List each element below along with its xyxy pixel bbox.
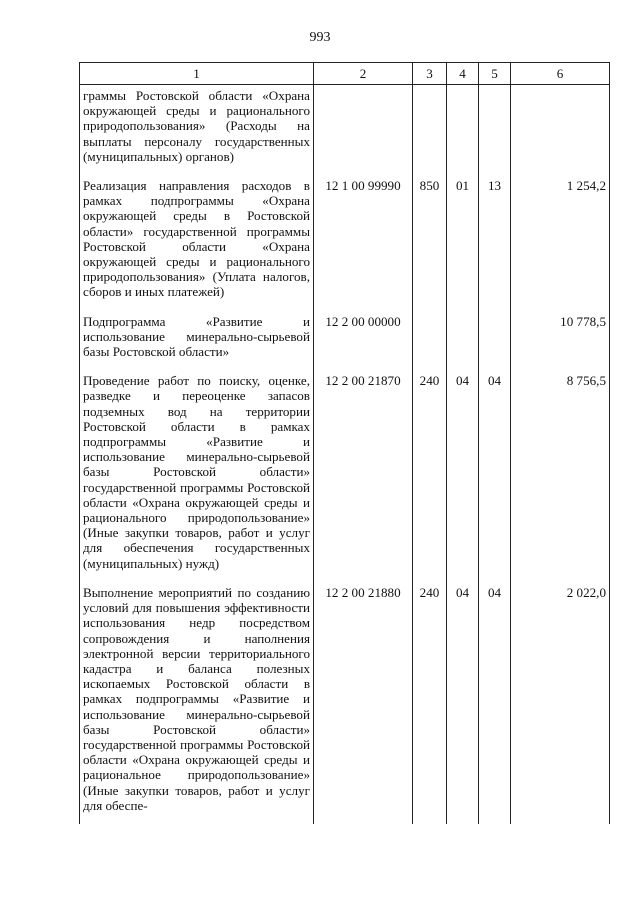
budget-table bbox=[79, 62, 610, 824]
row-description: граммы Ростовской области «Охрана окружающей среды и рационального природопользования» (Расходы на выплаты персоналу государственных (муниципальных) органов) bbox=[80, 85, 314, 176]
column-header-1: 1 bbox=[80, 63, 314, 85]
table-row bbox=[80, 370, 610, 582]
row-amount: 2 022,0 bbox=[511, 582, 610, 824]
row-subsection: 04 bbox=[479, 582, 511, 824]
row-section bbox=[447, 85, 479, 176]
row-subsection bbox=[479, 85, 511, 176]
row-code bbox=[314, 85, 413, 176]
row-subsection bbox=[479, 311, 511, 371]
row-subsection: 04 bbox=[479, 370, 511, 582]
table-row bbox=[80, 582, 610, 824]
row-expense-type: 850 bbox=[413, 175, 447, 311]
row-expense-type: 240 bbox=[413, 370, 447, 582]
row-description: Подпрограмма «Развитие и использование минерально-сырьевой базы Ростовской области» bbox=[80, 311, 314, 371]
column-header-6: 6 bbox=[511, 63, 610, 85]
table-row bbox=[80, 175, 610, 311]
header-row bbox=[80, 63, 610, 85]
row-code: 12 2 00 21880 bbox=[314, 582, 413, 824]
row-section bbox=[447, 311, 479, 371]
row-expense-type bbox=[413, 311, 447, 371]
row-code: 12 1 00 99990 bbox=[314, 175, 413, 311]
row-section: 01 bbox=[447, 175, 479, 311]
row-amount: 8 756,5 bbox=[511, 370, 610, 582]
row-section: 04 bbox=[447, 370, 479, 582]
row-code: 12 2 00 21870 bbox=[314, 370, 413, 582]
column-header-3: 3 bbox=[413, 63, 447, 85]
row-amount bbox=[511, 85, 610, 176]
row-code: 12 2 00 00000 bbox=[314, 311, 413, 371]
page-number: 993 bbox=[309, 30, 331, 45]
row-description: Проведение работ по поиску, оценке, разведке и переоценке запасов подземных вод на территории Ростовской области в рамках подпрограммы «Развитие и использование минерально-сырьевой базы Ростовской области» государственной программы Ростовской области «Охрана окружающей среды и рационального природопользование» (Иные закупки товаров, работ и услуг для обеспечения государственных (муниципальных) нужд) bbox=[80, 370, 314, 582]
column-header-5: 5 bbox=[479, 63, 511, 85]
row-description: Выполнение мероприятий по созданию условий для повышения эффективности использования недр посредством сопровождения и наполнения электронной версии территориального кадастра и баланса полезных ископаемых Ростовской области в рамках подпрограммы «Развитие и использование минерально-сырьевой базы Ростовской области» государственной программы Ростовской области «Охрана окружающей среды и рациональное природопользование» (Иные закупки товаров, работ и услуг для обеспе- bbox=[80, 582, 314, 824]
row-amount: 10 778,5 bbox=[511, 311, 610, 371]
row-description: Реализация направления расходов в рамках подпрограммы «Охрана окружающей среды в Ростовской области» государственной программы Ростовской области «Охрана окружающей среды и рационального природопользования» (Уплата налогов, сборов и иных платежей) bbox=[80, 175, 314, 311]
row-amount: 1 254,2 bbox=[511, 175, 610, 311]
column-header-2: 2 bbox=[314, 63, 413, 85]
table-row bbox=[80, 311, 610, 371]
table-row bbox=[80, 85, 610, 176]
column-header-4: 4 bbox=[447, 63, 479, 85]
row-subsection: 13 bbox=[479, 175, 511, 311]
row-expense-type bbox=[413, 85, 447, 176]
row-section: 04 bbox=[447, 582, 479, 824]
row-expense-type: 240 bbox=[413, 582, 447, 824]
